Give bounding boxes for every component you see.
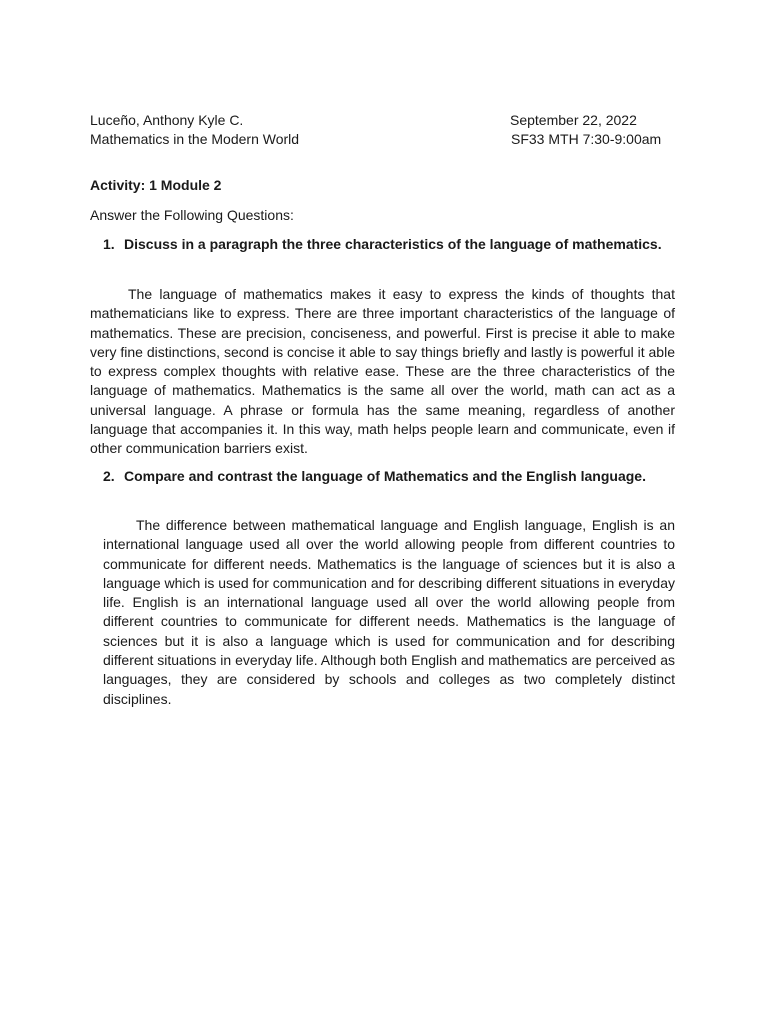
question-1 [103, 235, 675, 255]
answer-text: The difference between mathematical language and English language, English is an international language used all over the world allowing people from different countries to communicate for different needs. Mathematics is the language of sciences but it is also a language which is used for communication and for describing different situations in everyday life. English is an international language used all over the world allowing people from different countries to communicate for different needs. Mathematics is the language of sciences but it is also a language which is used for communication and for describing different situations in everyday life. Although both English and mathematics are perceived as languages, they are considered by schools and colleges as two completely distinct disciplines. [103, 517, 675, 707]
document-date: September 22, 2022 [510, 112, 637, 128]
course-name: Mathematics in the Modern World [90, 131, 300, 147]
class-schedule: SF33 MTH 7:30-9:00am [511, 131, 662, 147]
question-2 [103, 467, 675, 487]
answer-text: The language of mathematics makes it easy to express the kinds of thoughts that mathematicians like to express. There are three important characteristics of the language of mathematics. These are precision, conciseness, and powerful. First is precise it able to make very fine distinctions, second is concise it able to say things briefly and lastly is powerful it able to express complex thoughts with relative ease. These are the three characteristics of the language of mathematics. Mathematics is the same all over the world, math can act as a universal language. A phrase or formula has the same meaning, regardless of another language that accompanies it. In this way, math helps people learn and communicate, even if other communication barriers exist. [90, 286, 675, 457]
student-name: Luceño, Anthony Kyle C. [90, 112, 244, 128]
instructions: Answer the Following Questions: [90, 207, 294, 223]
question-number: 2. [103, 468, 115, 484]
question-text: Compare and contrast the language of Mathematics and the English language. [124, 468, 646, 484]
activity-title: Activity: 1 Module 2 [90, 177, 222, 193]
answer-2 [103, 516, 675, 709]
answer-1 [90, 285, 675, 459]
question-number: 1. [103, 236, 115, 252]
question-text: Discuss in a paragraph the three characteristics of the language of mathematics. [124, 236, 662, 252]
